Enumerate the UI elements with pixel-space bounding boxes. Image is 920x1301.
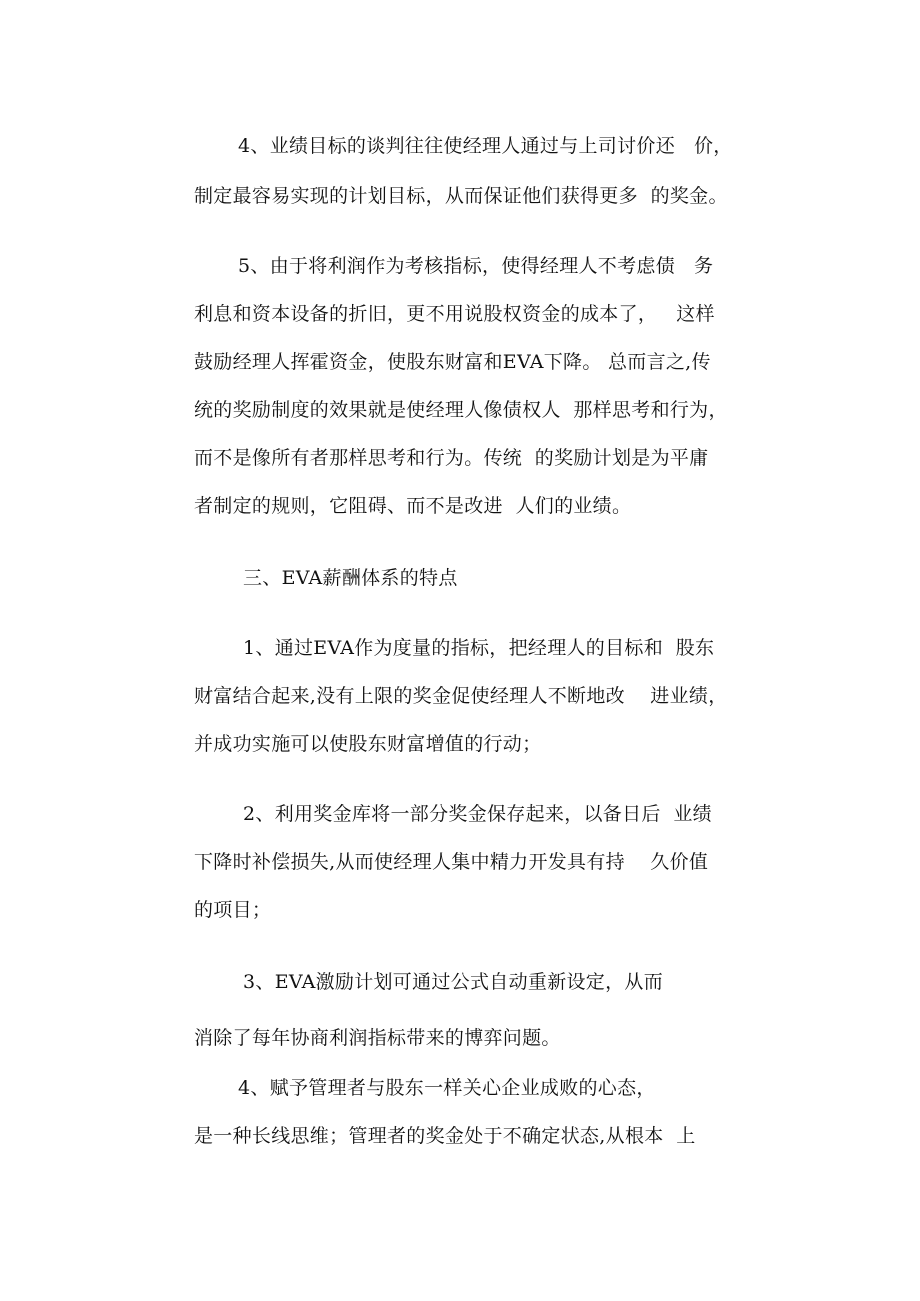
feature-1-line-3: 并成功实施可以使股东财富增值的行动； bbox=[194, 733, 542, 755]
feature-4-line-1: 4、赋予管理者与股东一样关心企业成败的心态， bbox=[238, 1077, 656, 1099]
feature-4-line-2: 是一种长线思维；管理者的奖金处于不确定状态,从根本 上 bbox=[194, 1125, 696, 1147]
section-heading: 三、EVA薪酬体系的特点 bbox=[243, 567, 458, 589]
paragraph-5-line-4: 统的奖励制度的效果就是使经理人像债权人 那样思考和行为， bbox=[194, 399, 728, 421]
feature-2-line-3: 的项目； bbox=[194, 899, 272, 921]
feature-3-line-1: 3、EVA激励计划可通过公式自动重新设定，从而 bbox=[243, 971, 664, 993]
paragraph-4-line-2: 制定最容易实现的计划目标，从而保证他们获得更多 的奖金。 bbox=[194, 185, 728, 207]
feature-1-line-1: 1、通过EVA作为度量的指标，把经理人的目标和 股东 bbox=[243, 637, 715, 659]
paragraph-5-line-6: 者制定的规则，它阻碍、而不是改进 人们的业绩。 bbox=[194, 495, 632, 517]
paragraph-5-line-1: 5、由于将利润作为考核指标，使得经理人不考虑债 务 bbox=[238, 255, 714, 277]
feature-2-line-1: 2、利用奖金库将一部分奖金保存起来，以备日后 业绩 bbox=[243, 803, 712, 825]
paragraph-5-line-3: 鼓励经理人挥霍资金，使股东财富和EVA下降。 总而言之,传 bbox=[194, 351, 711, 373]
paragraph-5-line-5: 而不是像所有者那样思考和行为。传统 的奖励计划是为平庸 bbox=[194, 447, 709, 469]
feature-2-line-2: 下降时补偿损失,从而使经理人集中精力开发具有持 久价值 bbox=[194, 851, 709, 873]
paragraph-5-line-2: 利息和资本设备的折旧，更不用说股权资金的成本了， 这样 bbox=[194, 303, 715, 325]
feature-1-line-2: 财富结合起来,没有上限的奖金促使经理人不断地改 进业绩， bbox=[194, 685, 728, 707]
paragraph-4-line-1: 4、业绩目标的谈判往往使经理人通过与上司讨价还 价， bbox=[238, 135, 733, 157]
feature-3-line-2: 消除了每年协商利润指标带来的博弈问题。 bbox=[194, 1027, 561, 1049]
